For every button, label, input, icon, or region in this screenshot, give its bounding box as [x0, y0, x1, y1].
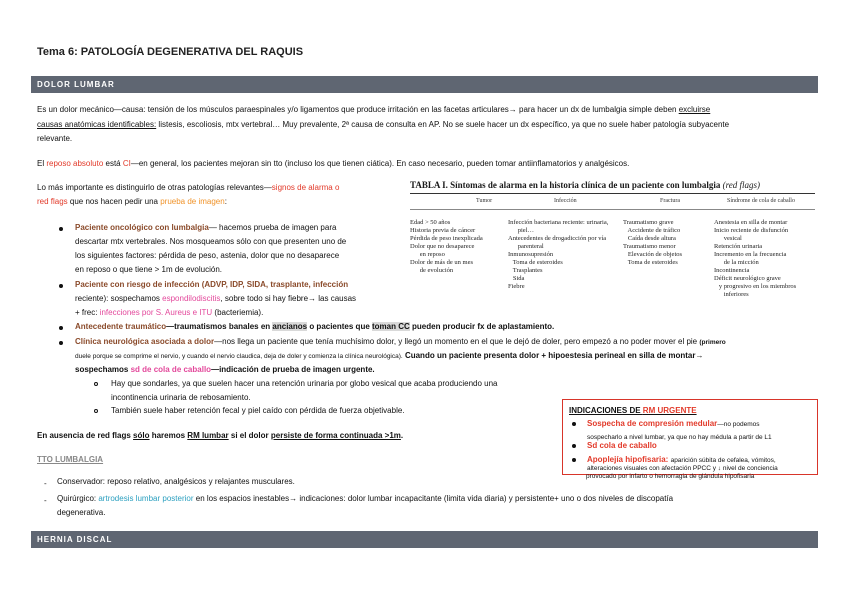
bullet-dot — [572, 422, 576, 426]
text-underlined: RM lumbar — [187, 431, 229, 440]
table-col-cola-caballo: Anestesia en silla de montar Inicio reciente de disfunción vesical Retención urinaria Incremento en la frecuencia de la micción Incontinencia Déficit neurológico grave y progresivo en los miembros inferiores — [714, 219, 797, 298]
text-underlined: sólo — [133, 431, 150, 440]
bullet-neurologica — [75, 335, 726, 349]
text-red: Apoplejía hipofisaria: — [587, 455, 671, 464]
table-rule — [410, 209, 815, 210]
text: que nos hacen pedir una — [67, 197, 161, 206]
text: —traumatismos banales en — [166, 322, 273, 331]
table-header-infeccion: Infección — [554, 198, 577, 204]
text-orange: prueba de imagen — [160, 197, 225, 206]
bullet-infeccion-line2 — [75, 292, 356, 305]
text: en los espacios inestables→ indicaciones: dolor lumbar incapacitante (limita vida diaria) y persistente+ uno o dos niveles de discopatía — [193, 494, 674, 503]
text-italic: (red flags) — [722, 180, 761, 190]
bullet-oncologico — [75, 221, 336, 234]
rm-urgente-item-apoplejia-line3: provocado por infarto o hemorragia de glándula hipofisaria — [586, 473, 755, 480]
text-pink: infecciones por S. Aureus e ITU — [99, 308, 213, 317]
bullet-dot — [59, 341, 63, 345]
sub-bullet-circle — [94, 382, 98, 386]
table-col-infeccion: Infección bacteriana reciente: urinaria, piel… Antecedentes de drogadicción por vía parenteral Inmunosupresión Toma de esteroides Trasplantes Sida Fiebre — [508, 219, 609, 290]
rm-urgente-item-apoplejia-line2: alteraciones visuales con afectación PPCC y ↓ nivel de conciencia — [587, 465, 778, 472]
text: pueden producir fx de aplastamiento. — [409, 322, 555, 331]
text: haremos — [149, 431, 188, 440]
paragraph-red-flags — [37, 181, 339, 194]
text-pink: sd de cola de caballo — [130, 365, 212, 374]
table-col-fractura: Traumatismo grave Accidente de tráfico Caída desde altura Traumatismo menor Elevación de objetos Toma de esteroides — [623, 219, 683, 266]
sub-bullet-retencion-fecal: También suele haber retención fecal y piel caído con pérdida de fuerza objetivable. — [111, 406, 405, 415]
bullet-dot — [572, 444, 576, 448]
tto-quirurgico-line2: degenerativa. — [57, 508, 106, 517]
text-bold: Antecedente traumático — [75, 322, 167, 331]
table-rule — [410, 193, 815, 194]
text-red: signos de alarma o — [271, 183, 340, 192]
bullet-neurologica-line2 — [75, 349, 703, 363]
text-highlight: toman CC — [372, 322, 410, 331]
text-small: aparición súbita de cefalea, vómitos, — [670, 457, 776, 464]
table-header-tumor: Tumor — [476, 198, 493, 204]
text: : — [224, 197, 227, 206]
text-underlined: persiste de forma continuada >1m — [270, 431, 401, 440]
rm-urgente-title — [569, 404, 697, 417]
red-flags-table — [408, 178, 818, 309]
text: INDICACIONES DE — [569, 406, 643, 415]
paragraph-sin-red-flags — [37, 429, 403, 442]
text-red: RM URGENTE — [642, 406, 697, 415]
table-col-tumor: Edad > 50 años Historia previa de cáncer Pérdida de peso inexplicada Dolor que no desaparece en reposo Dolor de más de un mes de evolución — [410, 219, 483, 274]
bullet-dot — [572, 458, 576, 462]
table-caption — [410, 180, 760, 190]
sub-bullet-circle — [94, 409, 98, 413]
text: si el dolor — [228, 431, 271, 440]
text: — hacemos prueba de imagen para — [208, 223, 337, 232]
text-underlined: causas anatómicas identificables: — [37, 120, 157, 129]
text: Quirúrgico: — [57, 494, 99, 503]
sub-bullet-sondar: Hay que sondarles, ya que suelen hacer una retención urinaria por globo vesical que acaba produciendo una — [111, 379, 498, 388]
text-teal: artrodesis lumbar posterior — [98, 494, 194, 503]
text-highlight: ancianos — [272, 322, 308, 331]
text: El — [37, 159, 47, 168]
paragraph-reposo — [37, 157, 629, 170]
text: —en general, los pacientes mejoran sin tto (incluso los que tienen ciática). En caso necesario, pueden tomar antiinflamatorios y analgésicos. — [130, 159, 630, 168]
table-header-fractura: Fractura — [660, 198, 680, 204]
tto-conservador: Conservador: reposo relativo, analgésicos y relajantes musculares. — [57, 477, 295, 486]
paragraph-definition-line3: relevante. — [37, 134, 73, 143]
text: Lo más importante es distinguirlo de otras patologías relevantes— — [37, 183, 272, 192]
page-title: Tema 6: PATOLOGÍA DEGENERATIVA DEL RAQUIS — [37, 46, 304, 58]
rm-urgente-item-medular — [587, 417, 760, 431]
text: Cuando un paciente presenta dolor + hipoestesia perineal en silla de montar→ — [402, 351, 704, 360]
text: —indicación de prueba de imagen urgente. — [211, 365, 375, 374]
text-small: duele porque se comprime el nervio, y cuando el nervio claudica, deja de doler y comienza la clínica neurológica). — [75, 353, 403, 360]
text-bold: Paciente oncológico con lumbalgia — [75, 223, 209, 232]
text: En ausencia de red flags — [37, 431, 134, 440]
text: o pacientes que — [307, 322, 372, 331]
text-red: CI — [122, 159, 131, 168]
text: . — [400, 431, 404, 440]
text-small: (primero — [699, 339, 726, 346]
paragraph-definition-line2 — [37, 118, 729, 131]
text: está — [103, 159, 123, 168]
text-red: red flags — [37, 197, 68, 206]
text: (bacteriemia). — [212, 308, 264, 317]
text-bold: Paciente con riesgo de infección (ADVP, IDP, SIDA, trasplante, infección — [75, 280, 349, 289]
bullet-oncologico-line4: en reposo o que tiene > 1m de evolución. — [75, 265, 222, 274]
bullet-dot — [59, 326, 63, 330]
sub-bullet-sondar-line2: incontinencia urinaria de rebosamiento. — [111, 393, 251, 402]
text: + frec: — [75, 308, 100, 317]
bullet-infeccion-line3 — [75, 306, 263, 319]
tto-quirurgico — [57, 492, 673, 505]
text: sospechamos — [75, 365, 131, 374]
tto-heading: TTO LUMBALGIA — [37, 455, 104, 464]
dash-bullet: - — [44, 479, 47, 488]
text-red: Sospecha de compresión medular — [587, 419, 718, 428]
text-red: reposo absoluto — [46, 159, 104, 168]
paragraph-red-flags-line2 — [37, 195, 227, 208]
paragraph-definition — [37, 103, 710, 116]
bullet-traumatico — [75, 320, 554, 333]
text-underlined: excluirse — [678, 105, 711, 114]
text-bold: Clínica neurológica asociada a dolor — [75, 337, 215, 346]
text: TABLA I. Síntomas de alarma en la historia clínica de un paciente con lumbalgia — [410, 180, 723, 190]
text: , sobre todo si hay fiebre→ las causas — [220, 294, 357, 303]
text: —nos llega un paciente que tenía muchísimo dolor, y llegó un momento en el que le dejó de doler, pero empezó a no poder mover el pie — [214, 337, 700, 346]
table-header-cola-caballo: Síndrome de cola de caballo — [727, 198, 795, 204]
bullet-neurologica-line3 — [75, 363, 375, 376]
rm-urgente-item-medular-line2: sospecharlo a nivel lumbar, ya que no hay médula a partir de L1 — [587, 434, 772, 441]
rm-urgente-box — [562, 399, 818, 475]
bullet-dot — [59, 227, 63, 231]
bullet-dot — [59, 284, 63, 288]
section-header-hernia-discal: HERNIA DISCAL — [31, 531, 818, 548]
text-pink: espondilodiscitis — [162, 294, 221, 303]
bullet-oncologico-line2: descartar mtx vertebrales. Nos mosqueamos sólo con que presenten uno de — [75, 237, 347, 246]
text: reciente): sospechamos — [75, 294, 163, 303]
text: listesis, escoliosis, mtx vertebral… Muy prevalente, 2ª causa de consulta en AP. No se suele hacer un dx específico, ya que no suele haber patología subyacente — [156, 120, 730, 129]
bullet-oncologico-line3: los siguientes factores: pérdida de peso, astenia, dolor que no desaparece — [75, 251, 340, 260]
bullet-infeccion — [75, 278, 348, 291]
text: Es un dolor mecánico—causa: tensión de los músculos paraespinales y/o ligamentos que produce irritación en las facetas articulares→ para hacer un dx de lumbalgia simple deben — [37, 105, 679, 114]
text-small: —no podemos — [717, 421, 760, 428]
section-header-dolor-lumbar: DOLOR LUMBAR — [31, 76, 818, 93]
rm-urgente-item-cola-caballo: Sd cola de caballo — [587, 441, 657, 450]
dash-bullet: - — [44, 496, 47, 505]
